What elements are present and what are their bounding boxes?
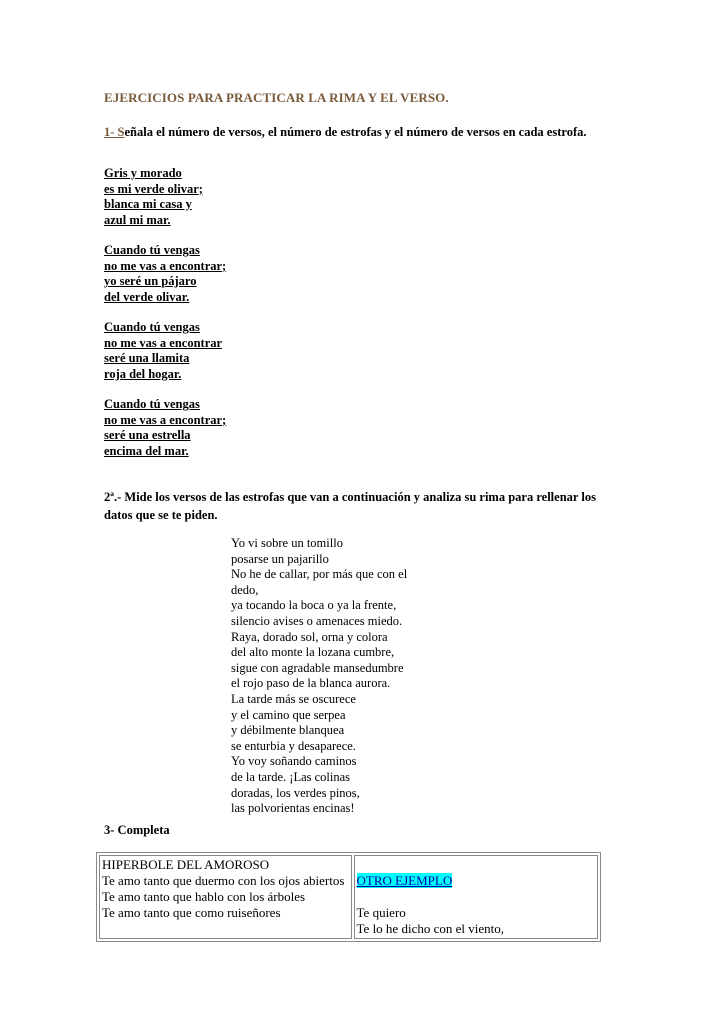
stanza-line: Gris y morado [104,166,182,180]
left-cell-line: Te amo tanto que como ruiseñores [102,905,281,920]
right-cell-line: Te quiero [356,905,406,920]
stanza-line: Cuando tú vengas [104,320,200,334]
right-cell-line: Te lo he dicho con el viento, [356,921,504,936]
otro-ejemplo-link[interactable]: OTRO EJEMPLO [356,873,453,888]
poem-2 [231,567,431,629]
stanza-line: roja del hogar. [104,366,182,381]
poem-3 [231,630,431,692]
stanza-line: seré una estrella [104,428,191,442]
poem-line: y débilmente blanquea [231,723,345,738]
poem-line: sigue con agradable mansedumbre [231,660,404,675]
empty-line [357,889,595,905]
question-2: 2ª.- Mide los versos de las estrofas que van a continuación y analiza su rima para rellenar los datos que se te piden. [104,490,596,522]
stanza-3 [104,320,222,382]
stanza-line: seré una llamita [104,351,190,365]
poem-1 [231,536,431,567]
poem-line: se enturbia y desaparece. [231,738,356,753]
left-cell-line: Te amo tanto que hablo con los árboles [102,889,306,904]
stanza-line: no me vas a encontrar; [104,258,227,273]
stanza-line: Cuando tú vengas [104,397,200,411]
poem-4 [231,692,431,754]
poem-line: de la tarde. ¡Las colinas [231,769,351,784]
stanza-1 [104,166,203,228]
poem-line: Yo vi sobre un tomillo [231,536,343,550]
empty-line [357,857,595,873]
poem-5 [231,754,431,816]
stanza-line: no me vas a encontrar; [104,412,227,427]
poem-line: La tarde más se oscurece [231,691,356,706]
poem-line: del alto monte la lozana cumbre, [231,645,395,660]
document-title: EJERCICIOS PARA PRACTICAR LA RIMA Y EL VERSO. [104,90,449,105]
poem-line: Yo voy soñando caminos [231,754,357,769]
stanza-2 [104,243,226,305]
poem-line: Raya, dorado sol, orna y colora [231,629,388,644]
poem-line: y el camino que serpea [231,707,346,722]
stanza-line: azul mi mar. [104,212,171,227]
question-3: 3- Completa [104,823,170,837]
poem-line: No he de callar, por más que con el dedo, [231,567,408,597]
table-cell-left [99,855,352,939]
poem-excerpts [231,536,431,817]
stanza-4 [104,397,226,459]
poem-line: posarse un pajarillo [231,551,329,566]
poem-line: ya tocando la boca o ya la frente, [231,598,397,613]
stanza-line: Cuando tú vengas [104,243,200,257]
stanza-line: del verde olivar. [104,289,190,304]
stanza-line: es mi verde olivar; [104,181,203,196]
question-1-number: 1- S [104,125,125,139]
left-cell-line: Te amo tanto que duermo con los ojos abiertos [102,873,345,888]
question-1 [104,124,624,141]
stanza-line: no me vas a encontrar [104,335,223,350]
stanza-line: encima del mar. [104,443,189,458]
right-cell-title[interactable] [357,873,595,889]
stanza-line: blanca mi casa y [104,197,192,211]
table-cell-right [354,855,598,939]
poem-line: silencio avises o amenaces miedo. [231,613,403,628]
poem-line: doradas, los verdes pinos, [231,785,360,800]
left-cell-line: HIPERBOLE DEL AMOROSO [102,857,270,872]
question-1-text: eñala el número de versos, el número de estrofas y el número de versos en cada estrofa. [124,125,587,139]
poem-line: las polvorientas encinas! [231,801,355,816]
poem-line: el rojo paso de la blanca aurora. [231,676,391,691]
examples-table [96,852,601,942]
stanza-line: yo seré un pájaro [104,274,197,288]
